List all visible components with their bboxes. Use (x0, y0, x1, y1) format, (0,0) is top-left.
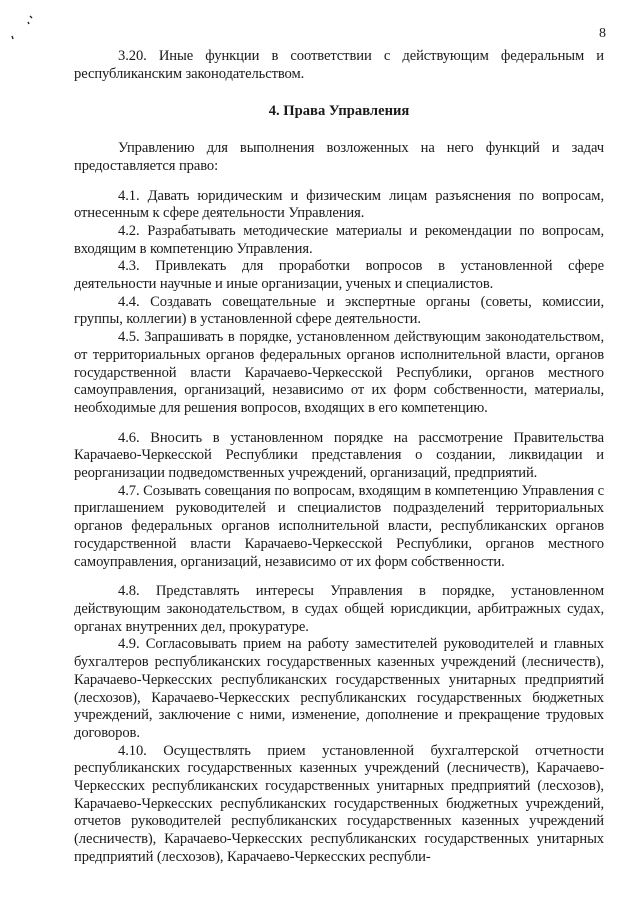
section-heading: 4. Права Управления (268, 103, 410, 120)
page-number: 8 (599, 26, 606, 41)
paragraph-3-20: 3.20. Иные функции в соответствии с действующим федеральным и республиканским законодательством. (74, 48, 604, 82)
item-4-6: 4.6. Вносить в установленном порядке на рассмотрение Правительства Карачаево-Черкесской Республики представления о создании, ликвидации и реорганизации подведомственных учреждений, организаций, предприятий. (74, 429, 604, 482)
item-4-10: 4.10. Осуществлять прием установленной бухгалтерской отчетности республиканских государственных казенных учреждений (лесничеств), Карачаево-Черкесских республиканских государственных унитарных предприятий (лесхозов), Карачаево-Черкесских республиканских государственных бюджетных учреждений, отчетов руководителей республиканских государственных казенных учреждений (лесничеств), Карачаево-Черкесских республиканских государственных унитарных предприятий (лесхозов), Карачаево-Черкесских республи- (74, 742, 604, 865)
item-4-8: 4.8. Представлять интересы Управления в порядке, установленном действующим законодательством, в судах общей юрисдикции, арбитражных судах, органах внутренних дел, прокуратуре. (74, 583, 604, 635)
document-body (74, 48, 604, 867)
item-4-2: 4.2. Разрабатывать методические материалы и рекомендации по вопросам, входящим в компетенцию Управления. (74, 222, 604, 257)
item-4-4: 4.4. Создавать совещательные и экспертные органы (советы, комиссии, группы, коллегии) в установленной сфере деятельности. (74, 293, 604, 328)
item-4-7: 4.7. Созывать совещания по вопросам, входящим в компетенцию Управления с приглашением руководителей и специалистов подразделений территориальных органов федеральных органов исполнительной власти, республиканских органов государственной власти Карачаево-Черкесской Республики, органов местного самоуправления, организаций, независимо от их форм собственности. (74, 482, 604, 570)
item-4-1: 4.1. Давать юридическим и физическим лицам разъяснения по вопросам, отнесенным к сфере деятельности Управления. (74, 187, 604, 222)
scan-artifact-mark (8, 12, 38, 40)
item-4-9: 4.9. Согласовывать прием на работу заместителей руководителей и главных бухгалтеров республиканских государственных казенных учреждений (лесничеств), Карачаево-Черкесских республиканских государственных унитарных предприятий (лесхозов), Карачаево-Черкесских республиканских государственных бюджетных учреждений, заключение с ними, изменение, дополнение и прекращение трудовых договоров. (74, 636, 604, 741)
item-4-3: 4.3. Привлекать для проработки вопросов в установленной сфере деятельности научные и иные организации, ученых и специалистов. (74, 258, 604, 293)
item-4-5: 4.5. Запрашивать в порядке, установленном действующим законодательством, от территориальных органов федеральных органов исполнительной власти, органов государственной власти Карачаево-Черкесской Республики, органов местного самоуправления, организаций, независимо от их форм собственности, материалы, необходимые для решения вопросов, входящих в его компетенцию. (74, 329, 604, 416)
section-intro: Управлению для выполнения возложенных на него функций и задач предоставляется право: (74, 140, 604, 174)
